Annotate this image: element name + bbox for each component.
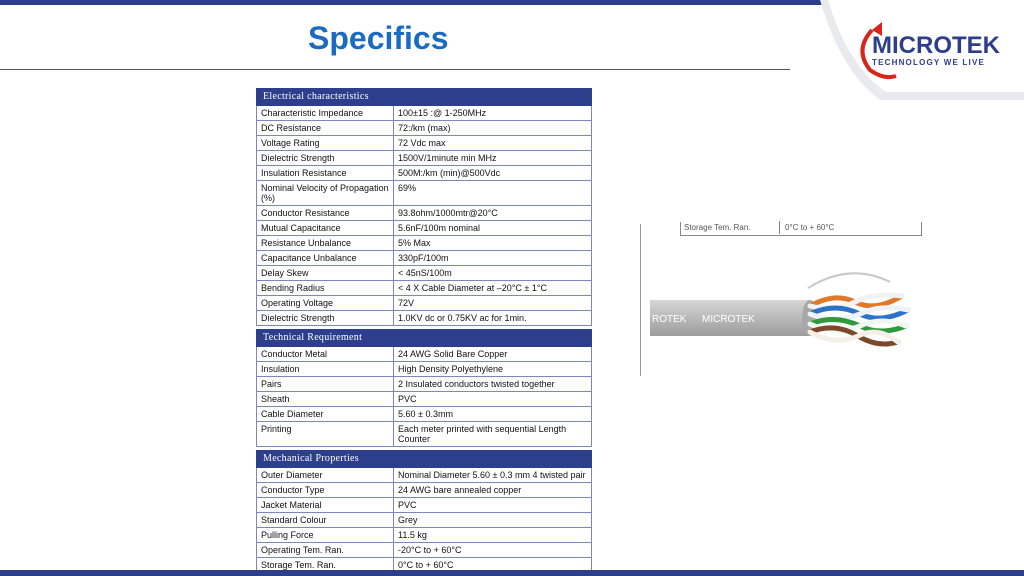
spec-value: 5.60 ± 0.3mm [394,407,592,422]
table-row [257,483,592,498]
table-row [257,422,592,447]
spec-label: Nominal Velocity of Propagation (%) [257,181,394,206]
section-title: Mechanical Properties [257,451,592,468]
table-row [257,136,592,151]
logo-wordmark: MICROTEK [872,32,1000,59]
jacket-print-1: ROTEK [652,314,687,325]
spec-value: 11.5 kg [394,528,592,543]
spec-value: PVC [394,392,592,407]
table-row [257,251,592,266]
spec-value: 69% [394,181,592,206]
table-row [257,377,592,392]
spec-label: Conductor Resistance [257,206,394,221]
table-row [257,311,592,326]
table-row [257,266,592,281]
spec-label: Storage Tem. Ran. [257,558,394,573]
spec-value: < 45nS/100m [394,266,592,281]
spec-label: Standard Colour [257,513,394,528]
spec-value: Each meter printed with sequential Length Counter [394,422,592,447]
spec-value: 93.8ohm/1000mtr@20°C [394,206,592,221]
section-title: Technical Requirement [257,330,592,347]
table-row [257,362,592,377]
table-row [257,206,592,221]
spec-label: Capacitance Unbalance [257,251,394,266]
bottom-accent-bar [0,570,1024,576]
spec-label: Resistance Unbalance [257,236,394,251]
spec-value: 100±15 :@ 1-250MHz [394,106,592,121]
table-row [257,513,592,528]
spec-label: Operating Voltage [257,296,394,311]
spec-label: Pulling Force [257,528,394,543]
spec-value: 5.6nF/100m nominal [394,221,592,236]
spec-label: Cable Diameter [257,407,394,422]
title-divider [0,69,790,70]
spec-label: Characteristic Impedance [257,106,394,121]
spec-value: -20°C to + 60°C [394,543,592,558]
table-row [257,166,592,181]
spec-value: Grey [394,513,592,528]
spec-value: 1500V/1minute min MHz [394,151,592,166]
table-row [257,106,592,121]
spec-label: Insulation [257,362,394,377]
spec-value: 72 Vdc max [394,136,592,151]
spec-value: 5% Max [394,236,592,251]
spec-value: High Density Polyethylene [394,362,592,377]
cable-image [640,222,922,376]
logo-tagline: TECHNOLOGY WE LIVE [872,58,986,67]
spec-value: 1.0KV dc or 0.75KV ac for 1min. [394,311,592,326]
spec-label: Mutual Capacitance [257,221,394,236]
spec-label: Dielectric Strength [257,151,394,166]
spec-label: Bending Radius [257,281,394,296]
spec-label: Pairs [257,377,394,392]
mini-table-label: Storage Tem. Ran. [684,223,751,232]
table-row [257,281,592,296]
spec-value: 2 Insulated conductors twisted together [394,377,592,392]
spec-label: Outer Diameter [257,468,394,483]
spec-value: PVC [394,498,592,513]
spec-value: 500M:/km (min)@500Vdc [394,166,592,181]
table-row [257,221,592,236]
spec-value: 72V [394,296,592,311]
section-header [257,89,592,106]
jacket-print-2: MICROTEK [702,314,755,325]
spec-table [256,88,592,573]
table-row [257,347,592,362]
table-row [257,407,592,422]
table-row [257,392,592,407]
section-title: Electrical characteristics [257,89,592,106]
table-row [257,236,592,251]
table-row [257,151,592,166]
spec-label: Printing [257,422,394,447]
spec-label: Sheath [257,392,394,407]
spec-label: Delay Skew [257,266,394,281]
spec-label: DC Resistance [257,121,394,136]
spec-value: 24 AWG Solid Bare Copper [394,347,592,362]
spec-label: Jacket Material [257,498,394,513]
spec-label: Insulation Resistance [257,166,394,181]
spec-label: Operating Tem. Ran. [257,543,394,558]
table-row [257,543,592,558]
section-header [257,451,592,468]
spec-value: Nominal Diameter 5.60 ± 0.3 mm 4 twisted pair [394,468,592,483]
page-title: Specifics [308,20,449,56]
spec-value: 24 AWG bare annealed copper [394,483,592,498]
spec-value: 72:/km (max) [394,121,592,136]
spec-label: Dielectric Strength [257,311,394,326]
spec-value: 330pF/100m [394,251,592,266]
spec-label: Conductor Type [257,483,394,498]
spec-value: < 4 X Cable Diameter at –20°C ± 1°C [394,281,592,296]
table-row [257,181,592,206]
section-header [257,330,592,347]
table-row [257,121,592,136]
spec-value: 0°C to + 60°C [394,558,592,573]
table-row [257,528,592,543]
table-row [257,296,592,311]
spec-label: Conductor Metal [257,347,394,362]
table-row [257,498,592,513]
spec-label: Voltage Rating [257,136,394,151]
table-row [257,468,592,483]
mini-table-value: 0°C to + 60°C [785,223,835,232]
